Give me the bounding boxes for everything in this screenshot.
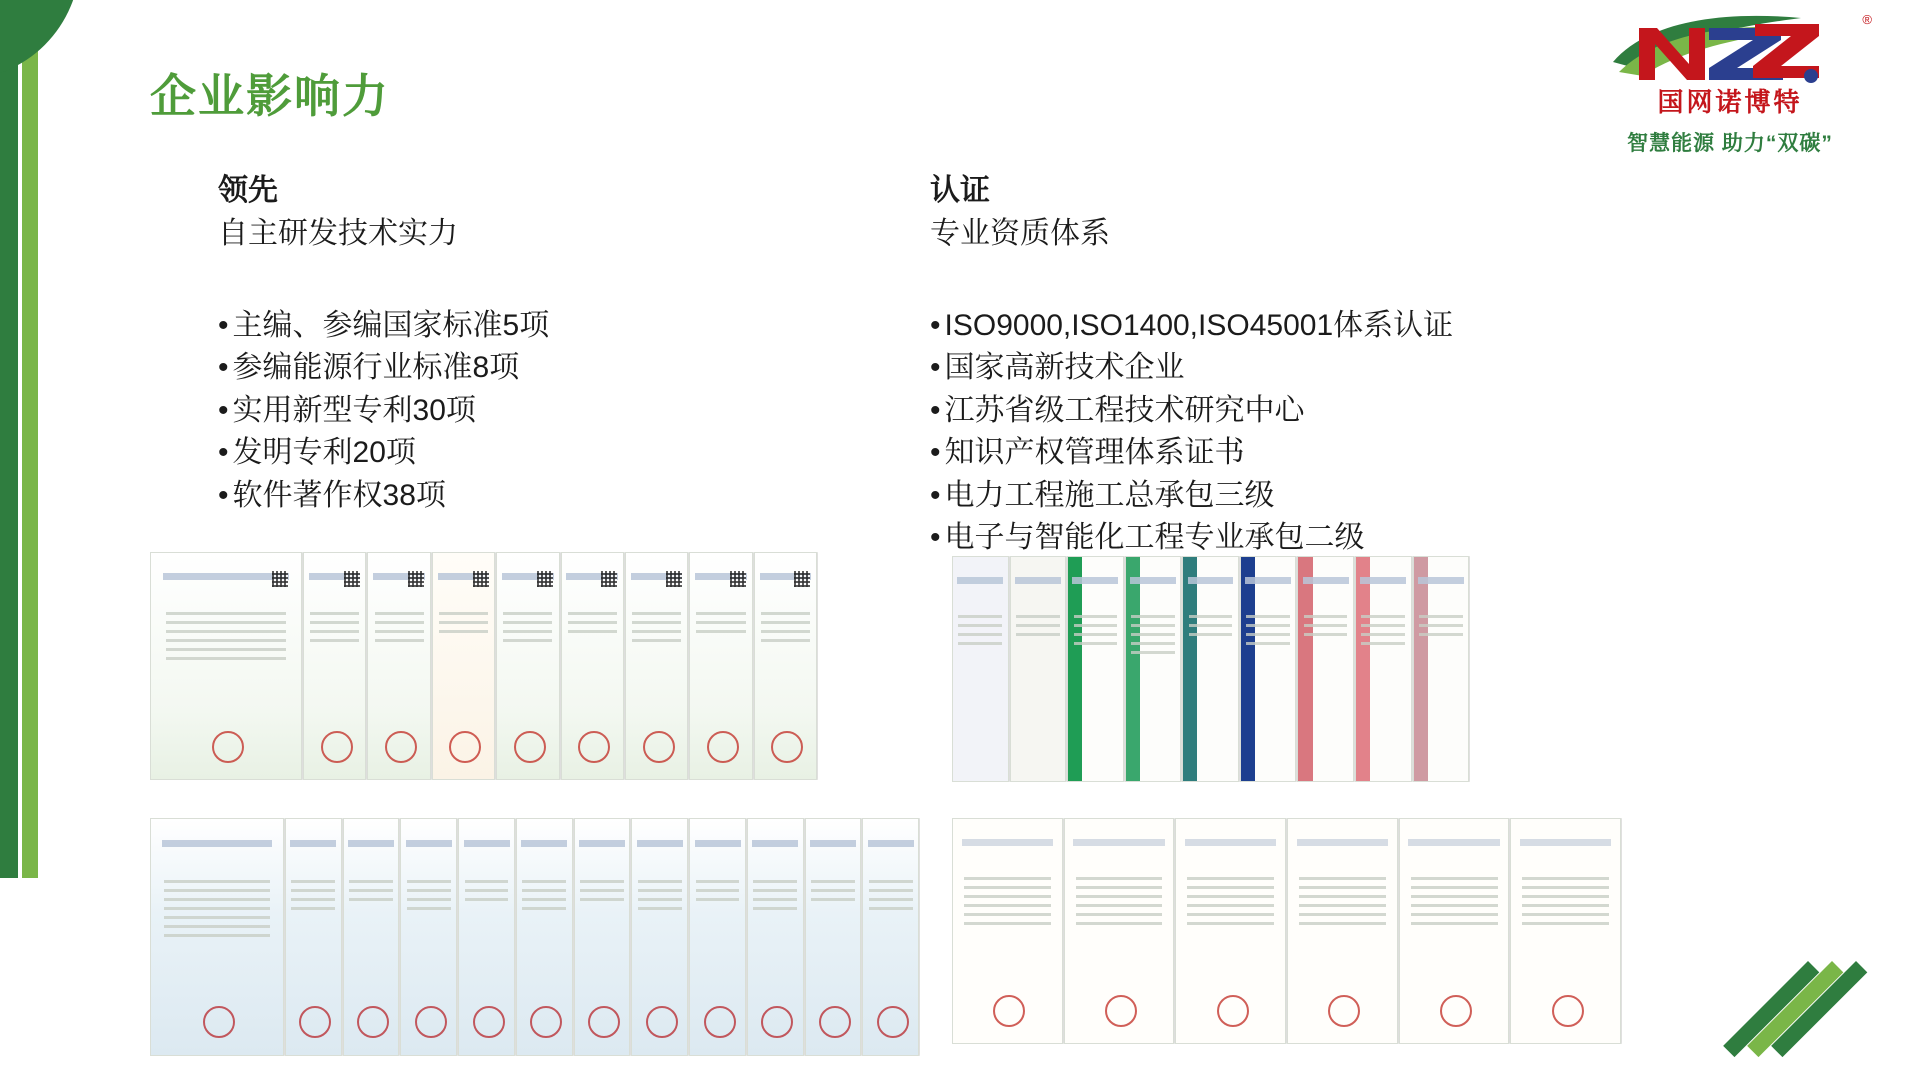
certificate-thumb	[343, 818, 400, 1056]
certificate-thumb	[1355, 556, 1412, 782]
certificate-thumb	[1399, 818, 1510, 1044]
certificate-thumb	[1125, 556, 1182, 782]
list-item: • 参编能源行业标准8项	[218, 347, 838, 390]
left-edge-inner	[0, 0, 38, 878]
certificate-thumb	[400, 818, 457, 1056]
list-item: • 软件著作权38项	[218, 475, 838, 518]
company-logo	[1580, 6, 1880, 157]
certificate-thumb	[1510, 818, 1621, 1044]
certificate-thumb	[1175, 818, 1286, 1044]
certificate-thumb	[754, 552, 817, 780]
section-certification	[930, 172, 1730, 576]
certificate-thumb	[1240, 556, 1297, 782]
logo-company-name: 国网诺博特	[1657, 87, 1803, 117]
list-item: • 江苏省级工程技术研究中心	[930, 390, 1730, 433]
certificate-thumb	[285, 818, 342, 1056]
gallery-patent-certificates	[150, 552, 818, 780]
section-certification-subheading: 专业资质体系	[930, 216, 1110, 250]
section-certification-bullet-list	[930, 305, 1730, 561]
list-item: • 国家高新技术企业	[930, 347, 1730, 390]
section-leading-bullet-list	[218, 305, 838, 518]
registered-trademark-icon: ®	[1862, 12, 1872, 27]
certificate-thumb	[561, 552, 624, 780]
gallery-software-copyright-certificates	[150, 818, 920, 1056]
certificate-strip	[150, 552, 818, 780]
certificate-thumb	[150, 552, 302, 780]
bottom-right-chevron-decoration	[1784, 961, 1894, 1056]
certificate-thumb	[1297, 556, 1354, 782]
section-leading-heading: 领先	[218, 174, 278, 207]
certificate-thumb	[574, 818, 631, 1056]
section-leading	[218, 172, 838, 533]
top-left-arc-decoration	[0, 0, 80, 80]
certificate-thumb	[747, 818, 804, 1056]
certificate-thumb	[1413, 556, 1470, 782]
certificate-thumb	[625, 552, 688, 780]
certificate-thumb	[631, 818, 688, 1056]
certificate-thumb	[1067, 556, 1124, 782]
list-item: • ISO9000,ISO1400,ISO45001体系认证	[930, 305, 1730, 348]
certificate-thumb	[689, 552, 752, 780]
certificate-thumb	[862, 818, 919, 1056]
certificate-thumb	[1287, 818, 1398, 1044]
certificate-thumb	[150, 818, 284, 1056]
list-item: • 主编、参编国家标准5项	[218, 305, 838, 348]
list-item: • 电子与智能化工程专业承包二级	[930, 517, 1730, 560]
certificate-strip	[952, 556, 1470, 782]
certificate-thumb	[1064, 818, 1175, 1044]
certificate-thumb	[952, 556, 1009, 782]
list-item: • 知识产权管理体系证书	[930, 432, 1730, 475]
certificate-thumb	[689, 818, 746, 1056]
gallery-iso-certificates	[952, 556, 1470, 782]
section-certification-heading: 认证	[930, 174, 990, 207]
page-title: 企业影响力	[150, 70, 390, 122]
certificate-thumb	[303, 552, 366, 780]
nzb-logo-mark-icon	[1580, 6, 1880, 92]
list-item: • 发明专利20项	[218, 432, 838, 475]
certificate-thumb	[516, 818, 573, 1056]
left-edge-decoration	[0, 0, 38, 878]
certificate-thumb	[952, 818, 1063, 1044]
section-leading-subheading: 自主研发技术实力	[218, 216, 458, 250]
list-item: • 电力工程施工总承包三级	[930, 475, 1730, 518]
certificate-strip	[150, 818, 920, 1056]
certificate-thumb	[496, 552, 559, 780]
certificate-thumb	[458, 818, 515, 1056]
certificate-thumb	[367, 552, 430, 780]
gallery-product-certificates	[952, 818, 1622, 1044]
certificate-thumb	[1182, 556, 1239, 782]
logo-slogan: 智慧能源 助力“双碳”	[1627, 131, 1833, 155]
certificate-thumb	[432, 552, 495, 780]
list-item: • 实用新型专利30项	[218, 390, 838, 433]
certificate-thumb	[1010, 556, 1067, 782]
certificate-thumb	[805, 818, 862, 1056]
certificate-strip	[952, 818, 1622, 1044]
